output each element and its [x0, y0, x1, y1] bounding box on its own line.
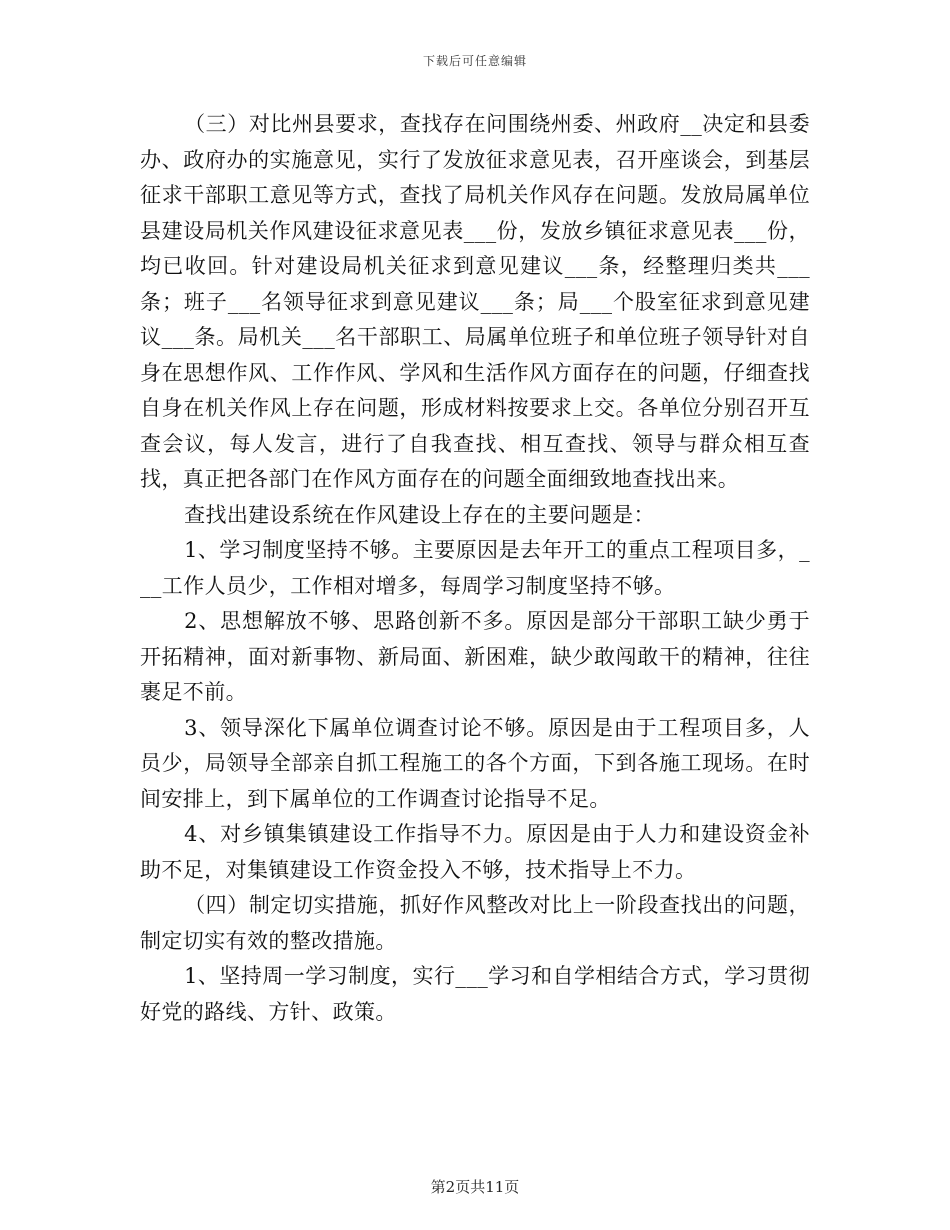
- page-header-note: 下载后可任意编辑: [422, 54, 527, 68]
- paragraph-problem-2: 2、思想解放不够、思路创新不多。原因是部分干部职工缺少勇于开拓精神，面对新事物、新局面、新困难，缺少敢闯敢干的精神，往往裹足不前。: [140, 609, 810, 704]
- page-number: 第2页共11页: [430, 1178, 520, 1196]
- paragraph-problem-3: 3、领导深化下属单位调查讨论不够。原因是由于工程项目多，人员少，局领导全部亲自抓工程施工的各个方面，下到各施工现场。在时间安排上，到下属单位的工作调查讨论指导不足。: [140, 715, 810, 811]
- paragraph-measure-1: 1、坚持周一学习制度，实行___学习和自学相结合方式，学习贯彻好党的路线、方针、政策。: [140, 964, 810, 1024]
- paragraph-section-four: （四）制定切实措施，抓好作风整改对比上一阶段查找出的问题，制定切实有效的整改措施。: [140, 893, 810, 953]
- paragraph-problem-4: 4、对乡镇集镇建设工作指导不力。原因是由于人力和建设资金补助不足，对集镇建设工作资金投入不够，技术指导上不力。: [140, 822, 810, 882]
- paragraph-section-three: （三）对比州县要求，查找存在问围绕州委、州政府__决定和县委办、政府办的实施意见，实行了发放征求意见表，召开座谈会，到基层征求干部职工意见等方式，查找了局机关作风存在问题。发放局属单位县建设局机关作风建设征求意见表___份，发放乡镇征求意见表___份，均已收回。针对建设局机关征求到意见建议___条，经整理归类共___条；班子___名领导征求到意见建议___条；局___个股室征求到意见建议___条。局机关___名干部职工、局属单位班子和单位班子领导针对自身在思想作风、工作作风、学风和生活作风方面存在的问题，仔细查找自身在机关作风上存在问题，形成材料按要求上交。各单位分别召开互查会议，每人发言，进行了自我查找、相互查找、领导与群众相互查找，真正把各部门在作风方面存在的问题全面细致地查找出来。: [140, 112, 810, 491]
- document-body: [140, 107, 810, 1030]
- paragraph-main-problems-intro: 查找出建设系统在作风建设上存在的主要问题是：: [184, 502, 655, 527]
- paragraph-problem-1: 1、学习制度坚持不够。主要原因是去年开工的重点工程项目多，___工作人员少，工作相对增多，每周学习制度坚持不够。: [140, 538, 810, 598]
